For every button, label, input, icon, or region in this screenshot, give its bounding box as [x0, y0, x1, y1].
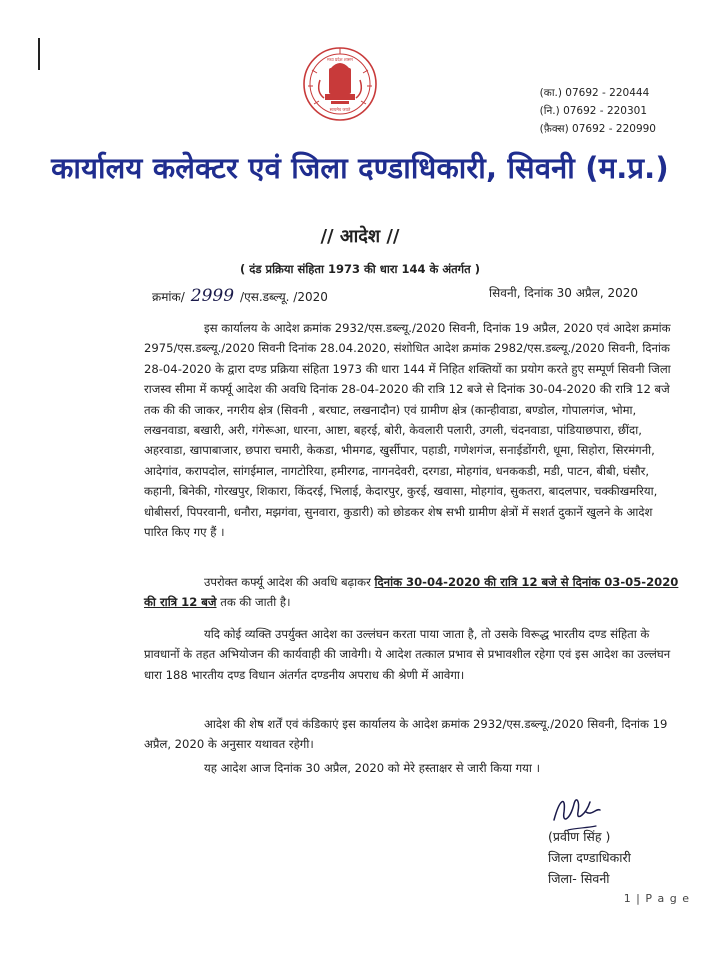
office-title: कार्यालय कलेक्टर एवं जिला दण्डाधिकारी, सिवनी (म.प्र.): [51, 151, 669, 185]
paragraph-3-text: यदि कोई व्यक्ति उपर्युक्त आदेश का उल्लंघन करता पाया जाता है, तो उसके विरूद्ध भारतीय दण्ड संहिता के प्रावधानों के तहत अभियोजन की कार्यवाही की जावेगी। ये आदेश तत्काल प्रभाव से प्रभावशील रहेगा एवं इस आदेश का उल्लंघन धारा 188 भारतीय दण्ड विधान अंतर्गत दण्डनीय अपराध की श्रेणी में आवेगा।: [144, 627, 671, 682]
paragraph-4: [144, 714, 680, 755]
signatory-name: (प्रवीण सिंह ): [548, 829, 611, 844]
order-date: सिवनी, दिनांक 30 अप्रैल, 2020: [489, 286, 638, 300]
ref-prefix: क्रमांक/: [152, 290, 185, 304]
paragraph-1-text: इस कार्यालय के आदेश क्रमांक 2932/एस.डब्ल्यू./2020 सिवनी, दिनांक 19 अप्रैल, 2020 एवं आदेश क्रमांक 2975/एस.डब्ल्यू./2020 सिवनी दिनांक 28.04.2020, संशोधित आदेश क्रमांक 2982/एस.डब्ल्यू./2020 सिवनी, दिनांक 28-04-2020 के द्वारा दण्ड प्रक्रिया संहिता 1973 की धारा 144 में निहित शक्तियों का प्रयोग करते हुए सम्पूर्ण सिवनी जिला राजस्व सीमा में कर्फ्यू आदेश की अवधि दिनांक 28-04-2020 की रात्रि 12 बजे से दिनांक 30-04-2020 की रात्रि 12 बजे तक की की जाकर, नगरीय क्षेत्र (सिवनी , बरघाट, लखनादौन) एवं ग्रामीण क्षेत्र (कान्हीवाडा, बण्डोल, गोपालगंज, भोमा, लखनवाडा, बखारी, अरी, गंगेरूआ, धारना, आष्टा, बहरई, बोरी, केवलारी पलारी, उगली, चंदनवाडा, पांडियाछपारा, छींदा, अहरवाडा, खापाबाजार, छपारा चमारी, केकडा, भीमगढ, खुर्सीपार, पहाडी, गणेशगंज, सनाईडोंगरी, धूमा, सिहोरा, सिरमंगनी, आदेगांव, करापदोल, सांगईमाल, नागटोरिया, हमीरगढ, नागनदेवरी, दरगडा, मोहगांव, धनककडी, मडी, पाटन, बीबी, घंसौर, कहानी, बिनेकी, गोरखपुर, शिकारा, किंदरई, भिलाई, केदारपुर, कुरई, खवासा, मोहगांव, सुकतरा, बादलपार, चक्कीखमरिया, धोबीसर्रा, पिपरवानी, धनौरा, मझगंवा, सुनवारा, कुडारी) को छोडकर शेष सभी ग्रामीण क्षेत्रों में सशर्त दुकानें खुलने के आदेश पारित किए गए हैं ।: [144, 321, 671, 540]
paragraph-2-underlined: दिनांक 30-04-2020 की रात्रि 12 बजे से दिनांक 03-05-2020 की रात्रि 12 बजे: [144, 575, 679, 610]
signatory-designation: जिला दण्डाधिकारी: [548, 850, 631, 865]
emblem-text-bottom: सत्यमेव जयते: [329, 107, 351, 112]
paragraph-5: [144, 758, 680, 778]
paragraph-2: [144, 572, 680, 613]
paragraph-3: [144, 624, 680, 685]
office-phone: (का.) 07692 - 220444: [539, 87, 650, 99]
order-heading: // आदेश //: [320, 226, 400, 247]
margin-mark: [38, 38, 40, 70]
paragraph-2-start: उपरोक्त कर्फ्यू आदेश की अवधि बढ़ाकर: [204, 575, 371, 589]
emblem-text-top: मध्य प्रदेश शासन: [327, 57, 353, 62]
signatory-district: जिला- सिवनी: [548, 871, 610, 886]
ref-suffix: /एस.डब्ल्यू. /2020: [240, 290, 328, 304]
paragraph-2-end: तक की जाती है।: [220, 595, 291, 610]
signatory-block: [548, 826, 631, 889]
paragraph-4-text: आदेश की शेष शर्तें एवं कंडिकाएं इस कार्यालय के आदेश क्रमांक 2932/एस.डब्ल्यू./2020 सिवनी, दिनांक 19 अप्रैल, 2020 के अनुसार यथावत रहेगी।: [144, 717, 668, 752]
fax-number: (फ़ैक्स) 07692 - 220990: [539, 123, 656, 135]
contact-numbers: [540, 84, 656, 138]
paragraph-1: [144, 318, 680, 542]
paragraph-5-text: यह आदेश आज दिनांक 30 अप्रैल, 2020 को मेरे हस्ताक्षर से जारी किया गया ।: [204, 761, 540, 775]
page-number: 1 | P a g e: [623, 892, 690, 905]
ref-number-handwritten: 2999: [190, 286, 235, 306]
order-subheading: ( दंड प्रक्रिया संहिता 1973 की धारा 144 के अंतर्गत ): [240, 262, 480, 276]
residence-phone: (नि.) 07692 - 220301: [539, 105, 648, 117]
state-emblem-seal: [300, 40, 380, 132]
reference-number: [152, 286, 328, 306]
